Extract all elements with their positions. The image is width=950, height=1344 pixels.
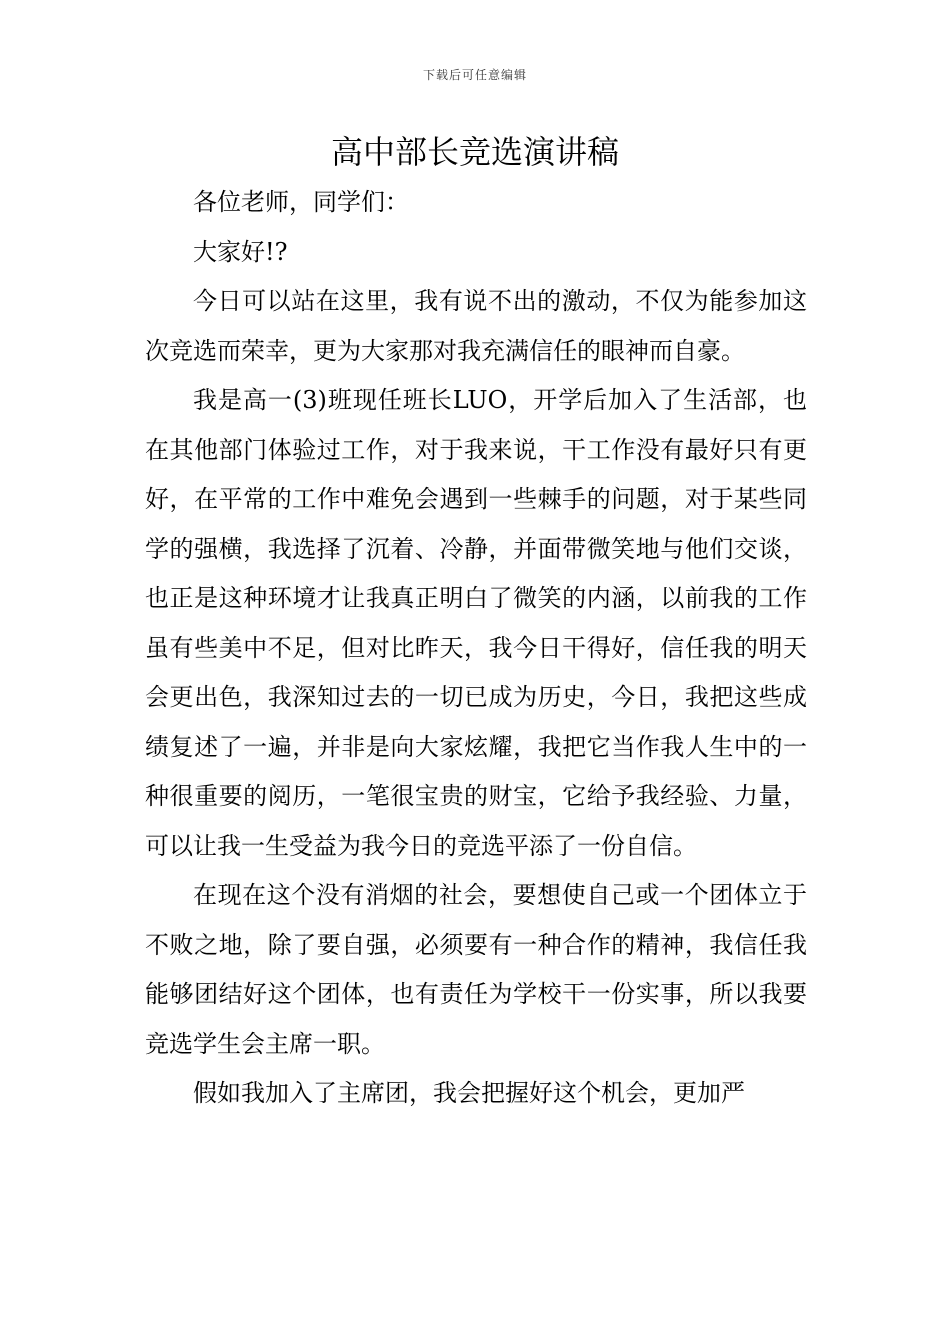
header-note: 下载后可任意编辑 [422, 68, 527, 82]
paragraph-hello: 大家好!? [193, 237, 288, 266]
document-body [145, 178, 807, 1119]
document-title: 高中部长竞选演讲稿 [330, 133, 619, 171]
paragraph-greeting: 各位老师，同学们： [193, 188, 409, 216]
paragraph-experience: 我是高一(3)班现任班长LUO，开学后加入了生活部，也在其他部门体验过工作，对于我来说，干工作没有最好只有更好，在平常的工作中难免会遇到一些棘手的问题，对于某些同学的强横，我选择了沉着、冷静，并面带微笑地与他们交谈，也正是这种环境才让我真正明白了微笑的内涵，以前我的工作虽有些美中不足，但对比昨天，我今日干得好，信任我的明天会更出色，我深知过去的一切已成为历史，今日，我把这些成绩复述了一遍，并非是向大家炫耀，我把它当作我人生中的一种很重要的阅历，一笔很宝贵的财宝，它给予我经验、力量，可以让我一生受益为我今日的竞选平添了一份自信。 [145, 386, 807, 860]
paragraph-intro: 今日可以站在这里，我有说不出的激动，不仅为能参加这次竞选而荣幸，更为大家那对我充满信任的眼神而自豪。 [145, 287, 807, 365]
paragraph-teamwork: 在现在这个没有消烟的社会，要想使自己或一个团体立于不败之地，除了要自强，必须要有一种合作的精神，我信任我能够团结好这个团体，也有责任为学校干一份实事，所以我要竞选学生会主席一职。 [145, 881, 807, 1058]
paragraph-plan: 假如我加入了主席团，我会把握好这个机会，更加严 [193, 1079, 745, 1107]
